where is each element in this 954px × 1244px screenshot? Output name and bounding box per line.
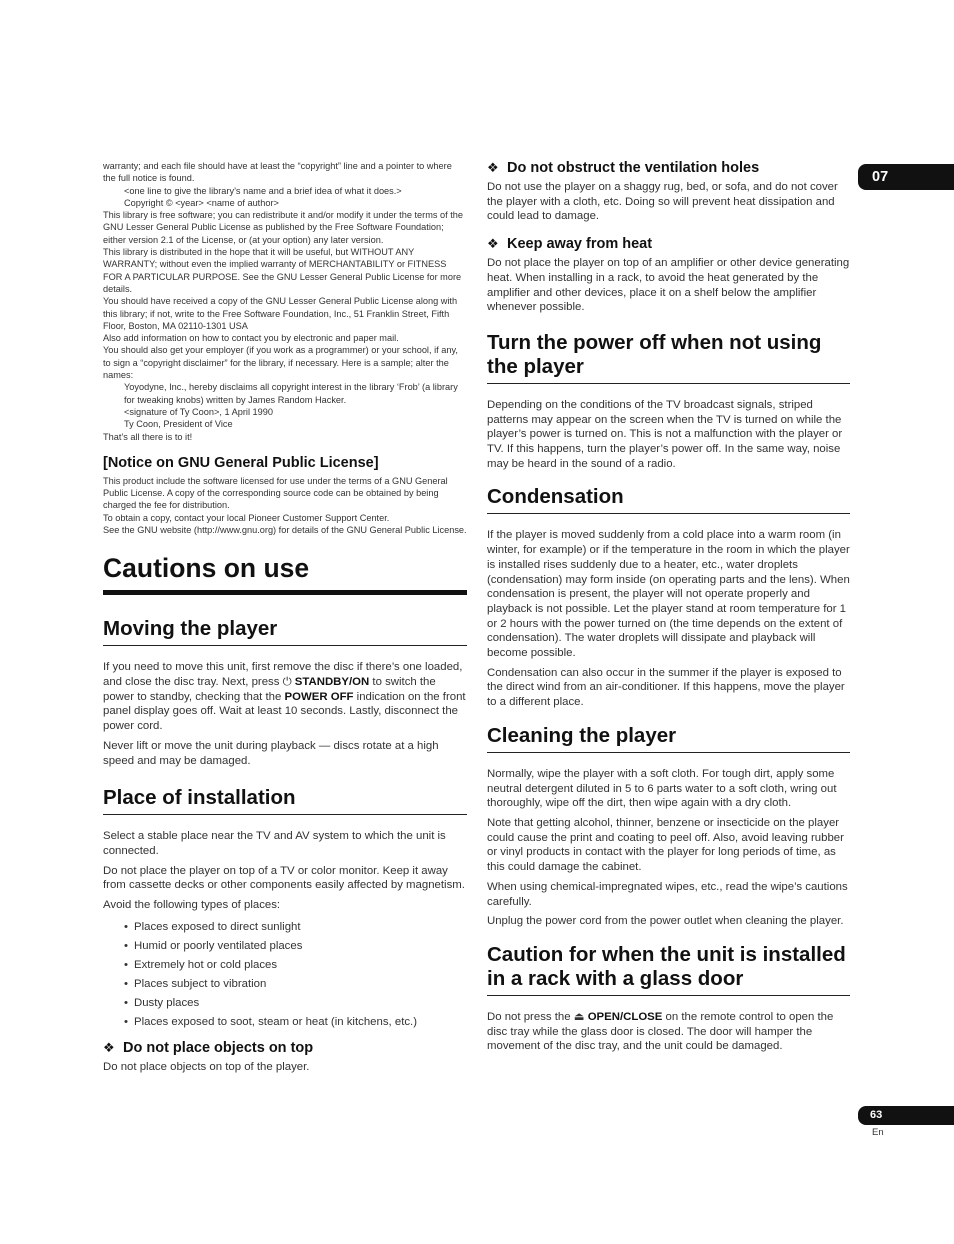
text: Do not obstruct the ventilation holes — [507, 160, 760, 176]
license-line: This library is free software; you can redistribute it and/or modify it under the terms of the GNU Lesser General Public License as published by the Free Software Foundation; either version 2.1 of the License, or (at your option) any later version. — [103, 210, 463, 245]
place-paragraph-2: Do not place the player on top of a TV or color monitor. Keep it away from cassette decks or other components easily affected by magnetism. — [103, 864, 465, 892]
cautions-title: Cautions on use — [103, 552, 467, 595]
license-line: Copyright © <year> <name of author> — [124, 197, 279, 208]
cleaning-paragraph-4: Unplug the power cord from the power outlet when cleaning the player. — [487, 915, 844, 928]
condensation-paragraph-2: Condensation can also occur in the summer if the player is exposed to the direct wind from an air-conditioner. If this happens, move the player to a different place. — [487, 666, 845, 709]
moving-paragraph-2: Never lift or move the unit during playback — discs rotate at a high speed and may be damaged. — [103, 739, 439, 767]
objects-paragraph: Do not place objects on top of the player. — [103, 1060, 310, 1073]
text: on the remote control to open the disc tray while the glass door is closed. The door will hamper the movement of the disc tray, and the unit could be damaged. — [487, 1010, 834, 1053]
license-line: <signature of Ty Coon>, 1 April 1990 — [124, 406, 273, 417]
ventilation-paragraph: Do not use the player on a shaggy rug, bed, or sofa, and do not cover the player with a cloth, etc. Doing so will prevent heat dissipation and could lead to damage. — [487, 181, 838, 223]
cleaning-paragraph-3: When using chemical-impregnated wipes, etc., read the wipe’s cautions carefully. — [487, 880, 848, 908]
text: Do not press the — [487, 1010, 574, 1023]
license-line: This library is distributed in the hope that it will be useful, but WITHOUT ANY WARRANTY; without even the implied warranty of MERCHANTABILITY or FITNESS FOR A PARTICULAR PURPOSE. See the GNU Lesser General Public License for more details. — [103, 247, 462, 294]
power-off-key: POWER OFF — [284, 690, 354, 703]
cleaning-heading: Cleaning the player — [487, 724, 850, 753]
text: Do not place objects on top — [123, 1039, 314, 1056]
license-text — [103, 160, 467, 443]
rack-heading: Caution for when the unit is installed in a rack with a glass door — [487, 943, 850, 996]
notice-gpl-text — [103, 475, 467, 536]
notice-line: See the GNU website (http://www.gnu.org) for details of the GNU General Public License. — [103, 525, 467, 536]
license-line: You should have received a copy of the GNU Lesser General Public License along with this library; if not, write to the Free Software Foundation, Inc., 51 Franklin Street, Fifth Floor, Boston, MA 02110-1301 USA — [103, 296, 458, 331]
condensation-paragraph-1: If the player is moved suddenly from a cold place into a warm room (in winter, for example) or if the temperature in the room in which the player is installed rises suddenly due to a heater, etc., water droplets (condensation) may form inside (on operating parts and the lens). When condensation is present, the player will not operate properly and playback is not possible. Let the player stand at room temperature for 1 or 2 hours with the power turned on (the time depends on the extent of condensation). The water droplets will dissipate and playback will become possible. — [487, 529, 850, 660]
ventilation-heading — [487, 160, 850, 176]
text: indication on the front panel display goes off. Wait at least 10 seconds. Lastly, disconnect the power cord. — [103, 690, 466, 733]
moving-heading: Moving the player — [103, 617, 467, 646]
license-line: Also add information on how to contact you by electronic and paper mail. — [103, 333, 399, 344]
text: Keep away from heat — [507, 236, 653, 253]
text: If you need to move this unit, first remove the disc if there’s one loaded, and close the disc tray. Next, press — [103, 661, 463, 689]
heat-paragraph: Do not place the player on top of an amplifier or other device generating heat. When installing in a rack, to avoid the heat generated by the amplifier and other devices, place it on a shelf below the amplifier whenever possible. — [487, 257, 850, 314]
license-line: Yoyodyne, Inc., hereby disclaims all copyright interest in the library ‘Frob’ (a library for tweaking knobs) written by James Random Hacker. — [124, 382, 458, 405]
power-off-paragraph: Depending on the conditions of the TV broadcast signals, striped patterns may appear on the screen when the TV is turned on while the player’s power is turned on. This is not a malfunction with the player or TV. If this happens, turn the player’s power off. In the same way, noise may be heard in the sound of a radio. — [487, 398, 843, 470]
language-label: En — [872, 1127, 884, 1138]
license-line: You should also get your employer (if you work as a programmer) or your school, if any, to sign a “copyright disclaimer” for the library, if necessary. Here is a sample; alter the names: — [103, 345, 458, 381]
chapter-tab: 07 — [858, 164, 954, 190]
text: to switch the power to standby, checking that the — [103, 676, 436, 703]
power-off-heading: Turn the power off when not using the player — [487, 331, 850, 384]
place-paragraph-3: Avoid the following types of places: — [103, 899, 281, 912]
list-item: • Places exposed to soot, steam or heat (in kitchens, etc.) — [124, 1013, 467, 1032]
place-list — [103, 918, 467, 1032]
diamond-icon: ❖ — [487, 236, 499, 252]
notice-line: To obtain a copy, contact your local Pioneer Customer Support Center. — [103, 512, 390, 523]
license-line: warranty; and each file should have at least the “copyright” line and a pointer to where the full notice is found. — [103, 161, 452, 184]
cleaning-paragraph-1: Normally, wipe the player with a soft cloth. For tough dirt, apply some neutral detergent diluted in 5 to 6 parts water to a soft cloth, wring out thoroughly, wipe off the dirt, then wipe again with a dry cloth. — [487, 767, 837, 810]
condensation-heading: Condensation — [487, 485, 850, 514]
moving-paragraph — [103, 660, 467, 734]
right-column — [487, 160, 850, 1059]
place-heading: Place of installation — [103, 786, 467, 815]
license-line: That’s all there is to it! — [103, 431, 193, 442]
left-column — [103, 160, 467, 1079]
cleaning-paragraph-2: Note that getting alcohol, thinner, benzene or insecticide on the player could cause the print and coating to peel off. Also, avoid leaving rubber or vinyl products in contact with the player for long periods of time, as this could damage the cabinet. — [487, 816, 844, 874]
license-line: <one line to give the library’s name and a brief idea of what it does.> — [124, 185, 402, 196]
list-item: • Humid or poorly ventilated places — [124, 937, 467, 956]
list-item: • Dusty places — [124, 994, 467, 1013]
eject-icon: ⏏ — [573, 1010, 585, 1023]
objects-heading — [103, 1040, 467, 1056]
list-item: • Places exposed to direct sunlight — [124, 918, 467, 937]
standby-key: STANDBY/ON — [294, 676, 370, 689]
license-line: Ty Coon, President of Vice — [124, 419, 233, 430]
list-item: • Places subject to vibration — [124, 975, 467, 994]
standby-icon: ⏻ — [282, 676, 292, 689]
list-item: • Extremely hot or cold places — [124, 956, 467, 975]
diamond-icon: ❖ — [103, 1039, 115, 1055]
notice-line: This product include the software licensed for use under the terms of a GNU General Public License. A copy of the corresponding source code can be obtained by being charged the fee for distribution. — [103, 475, 448, 511]
diamond-icon: ❖ — [487, 160, 499, 175]
notice-gpl-heading: [Notice on GNU General Public License] — [103, 454, 379, 471]
heat-heading — [487, 236, 850, 252]
open-close-key: OPEN/CLOSE — [587, 1010, 663, 1023]
rack-paragraph — [487, 1010, 850, 1054]
place-paragraph-1: Select a stable place near the TV and AV system to which the unit is connected. — [103, 830, 446, 857]
page-number-tab: 63 — [858, 1106, 954, 1125]
